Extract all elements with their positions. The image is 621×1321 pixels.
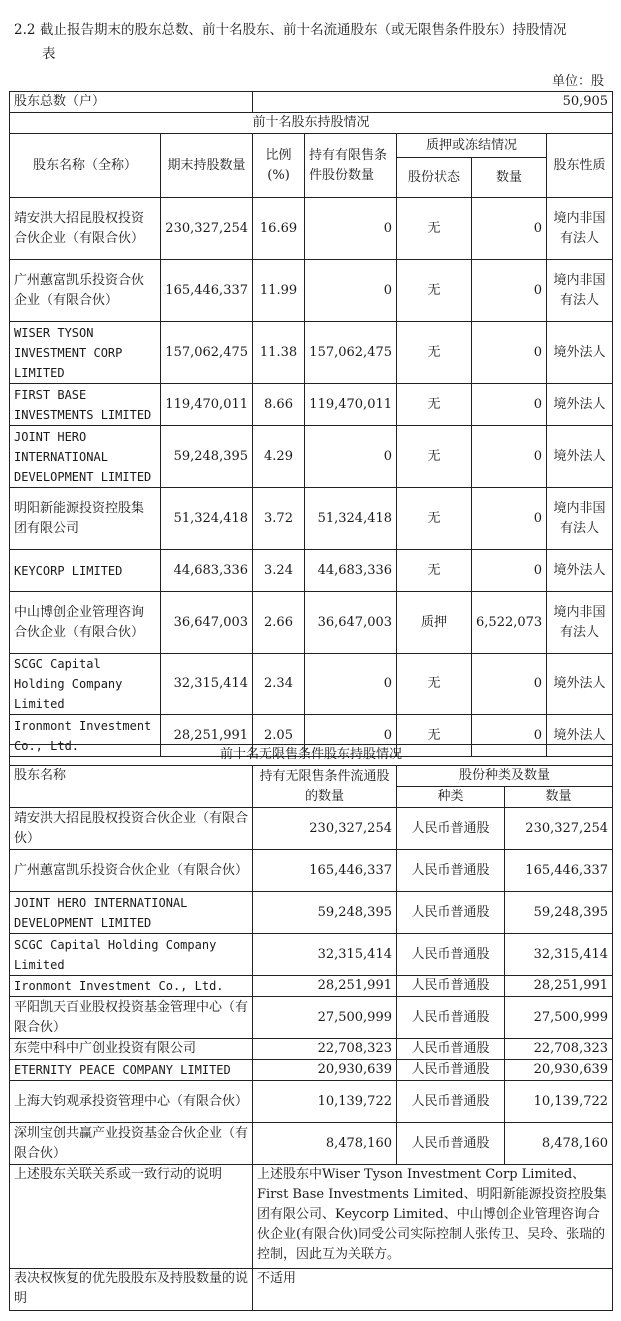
top10-row	[10, 488, 613, 550]
top10-body	[10, 198, 613, 757]
u-header-quantity: 数量	[505, 787, 613, 808]
unrestricted-cell-quantity: 10,139,722	[505, 1081, 613, 1123]
top10-cell-nature: 境外法人	[547, 550, 613, 592]
top10-cell-restricted: 157,062,475	[305, 322, 397, 384]
unrestricted-row	[10, 850, 613, 892]
unrestricted-cell-kind: 人民币普通股	[397, 1060, 505, 1081]
top10-cell-ratio: 4.29	[253, 426, 305, 488]
unrestricted-cell-quantity: 230,327,254	[505, 808, 613, 850]
top10-cell-restricted: 0	[305, 426, 397, 488]
top10-cell-count: 0	[472, 384, 547, 426]
top10-cell-ratio: 16.69	[253, 198, 305, 260]
header-ratio: 比例(%)	[253, 134, 305, 198]
u-header-name: 股东名称	[10, 766, 253, 808]
unrestricted-cell-held: 59,248,395	[253, 892, 397, 934]
top10-cell-status: 无	[397, 654, 472, 715]
top10-cell-count: 0	[472, 715, 547, 757]
top10-row	[10, 550, 613, 592]
top10-cell-name: 明阳新能源投资控股集团有限公司	[10, 488, 161, 550]
header-name: 股东名称（全称）	[10, 134, 161, 198]
top10-cell-nature: 境外法人	[547, 426, 613, 488]
total-value: 50,905	[253, 92, 613, 113]
unrestricted-cell-name: 靖安洪大招昆股权投资合伙企业（有限合伙）	[10, 808, 253, 850]
top10-cell-status: 无	[397, 384, 472, 426]
unit-label: 单位：股	[551, 74, 604, 89]
unrestricted-cell-held: 28,251,991	[253, 976, 397, 997]
unrestricted-cell-name: JOINT HERO INTERNATIONAL DEVELOPMENT LIMITED	[10, 892, 253, 934]
top10-cell-ratio: 2.05	[253, 715, 305, 757]
top10-cell-status: 无	[397, 426, 472, 488]
unrestricted-cell-held: 27,500,999	[253, 997, 397, 1039]
top10-cell-ratio: 3.72	[253, 488, 305, 550]
unrestricted-cell-quantity: 32,315,414	[505, 934, 613, 976]
voting-note-label: 表决权恢复的优先股股东及持股数量的说明	[10, 1269, 253, 1311]
unrestricted-cell-kind: 人民币普通股	[397, 1081, 505, 1123]
unrestricted-cell-quantity: 165,446,337	[505, 850, 613, 892]
top10-cell-count: 0	[472, 550, 547, 592]
unrestricted-cell-held: 10,139,722	[253, 1081, 397, 1123]
top10-cell-shares: 51,324,418	[161, 488, 253, 550]
unrestricted-cell-quantity: 28,251,991	[505, 976, 613, 997]
top10-row	[10, 384, 613, 426]
unrestricted-row	[10, 892, 613, 934]
unrestricted-cell-name: 上海大钧观承投资管理中心（有限合伙）	[10, 1081, 253, 1123]
section-number: 2.2	[14, 22, 36, 38]
header-nature: 股东性质	[547, 134, 613, 198]
unrestricted-cell-kind: 人民币普通股	[397, 934, 505, 976]
top10-cell-name: 广州蕙富凯乐投资合伙企业（有限合伙）	[10, 260, 161, 322]
top10-cell-status: 无	[397, 260, 472, 322]
top10-cell-count: 0	[472, 426, 547, 488]
top10-cell-shares: 28,251,991	[161, 715, 253, 757]
top10-cell-name: FIRST BASE INVESTMENTS LIMITED	[10, 384, 161, 426]
top10-cell-name: Ironmont Investment Co., Ltd.	[10, 715, 161, 757]
top10-cell-shares: 32,315,414	[161, 654, 253, 715]
top10-cell-shares: 230,327,254	[161, 198, 253, 260]
header-shares: 期末持股数量	[161, 134, 253, 198]
top10-row	[10, 426, 613, 488]
unrestricted-row	[10, 976, 613, 997]
top10-row	[10, 260, 613, 322]
unrestricted-cell-quantity: 27,500,999	[505, 997, 613, 1039]
related-note-label: 上述股东关联关系或一致行动的说明	[10, 1165, 253, 1269]
top10-cell-nature: 境外法人	[547, 715, 613, 757]
unrestricted-section-title: 前十名无限售条件股东持股情况	[10, 745, 613, 766]
top10-cell-restricted: 0	[305, 715, 397, 757]
top10-cell-nature: 境内非国有法人	[547, 198, 613, 260]
top10-cell-count: 0	[472, 260, 547, 322]
top10-row	[10, 198, 613, 260]
unrestricted-row	[10, 808, 613, 850]
top10-cell-shares: 157,062,475	[161, 322, 253, 384]
top10-row	[10, 322, 613, 384]
top10-cell-nature: 境内非国有法人	[547, 488, 613, 550]
top10-cell-ratio: 11.99	[253, 260, 305, 322]
top10-cell-restricted: 36,647,003	[305, 592, 397, 654]
unrestricted-header-row	[10, 766, 613, 787]
unrestricted-cell-held: 20,930,639	[253, 1060, 397, 1081]
top10-row	[10, 654, 613, 715]
top10-cell-restricted: 0	[305, 198, 397, 260]
section-title-line2: 表	[42, 46, 56, 62]
unrestricted-cell-held: 165,446,337	[253, 850, 397, 892]
section-title-line1: 截止报告期末的股东总数、前十名股东、前十名流通股东（或无限售条件股东）持股情况	[40, 22, 567, 38]
unrestricted-row	[10, 1060, 613, 1081]
total-label: 股东总数（户）	[10, 92, 253, 113]
top10-cell-restricted: 0	[305, 654, 397, 715]
top10-cell-count: 0	[472, 322, 547, 384]
top10-cell-name: WISER TYSON INVESTMENT CORP LIMITED	[10, 322, 161, 384]
top10-cell-restricted: 44,683,336	[305, 550, 397, 592]
unrestricted-cell-quantity: 22,708,323	[505, 1039, 613, 1060]
header-restricted: 持有有限售条件股份数量	[305, 134, 397, 198]
unrestricted-cell-quantity: 8,478,160	[505, 1123, 613, 1165]
unrestricted-row	[10, 997, 613, 1039]
top10-cell-status: 无	[397, 322, 472, 384]
top10-cell-name: JOINT HERO INTERNATIONAL DEVELOPMENT LIMITED	[10, 426, 161, 488]
unrestricted-cell-name: 深圳宝创共赢产业投资基金合伙企业（有限合伙）	[10, 1123, 253, 1165]
u-header-kind-group: 股份种类及数量	[397, 766, 613, 787]
unrestricted-cell-name: SCGC Capital Holding Company Limited	[10, 934, 253, 976]
unrestricted-row	[10, 1123, 613, 1165]
top10-cell-nature: 境外法人	[547, 384, 613, 426]
unrestricted-body	[10, 808, 613, 1165]
u-header-held: 持有无限售条件流通股的数量	[253, 766, 397, 808]
unrestricted-cell-kind: 人民币普通股	[397, 1039, 505, 1060]
unrestricted-shareholders-table	[9, 744, 613, 1311]
top10-cell-shares: 36,647,003	[161, 592, 253, 654]
unrestricted-cell-name: 广州蕙富凯乐投资合伙企业（有限合伙）	[10, 850, 253, 892]
top10-cell-nature: 境内非国有法人	[547, 592, 613, 654]
top10-cell-shares: 119,470,011	[161, 384, 253, 426]
top10-cell-name: KEYCORP LIMITED	[10, 550, 161, 592]
top10-cell-name: 中山博创企业管理咨询合伙企业（有限合伙）	[10, 592, 161, 654]
unrestricted-cell-held: 8,478,160	[253, 1123, 397, 1165]
unrestricted-row	[10, 1081, 613, 1123]
section-title-row	[10, 113, 613, 134]
top10-cell-restricted: 51,324,418	[305, 488, 397, 550]
unrestricted-title-row	[10, 745, 613, 766]
unrestricted-cell-name: 平阳凯天百业股权投资基金管理中心（有限合伙）	[10, 997, 253, 1039]
unrestricted-cell-name: 东莞中科中广创业投资有限公司	[10, 1039, 253, 1060]
unrestricted-cell-held: 22,708,323	[253, 1039, 397, 1060]
total-row	[10, 92, 613, 113]
unrestricted-cell-held: 32,315,414	[253, 934, 397, 976]
top10-cell-ratio: 2.66	[253, 592, 305, 654]
unrestricted-cell-quantity: 59,248,395	[505, 892, 613, 934]
unrestricted-cell-name: Ironmont Investment Co., Ltd.	[10, 976, 253, 997]
top10-cell-nature: 境外法人	[547, 654, 613, 715]
top10-cell-restricted: 119,470,011	[305, 384, 397, 426]
top10-cell-status: 无	[397, 715, 472, 757]
related-note-text: 上述股东中Wiser Tyson Investment Corp Limited、First Base Investments Limited、明阳新能源投资控股集团有限公司、Keycorp Limited、中山博创企业管理咨询合伙企业(有限合伙)同受公司实际控制人张传卫、吴玲、张瑞的控制，因此互为关联方。	[253, 1165, 613, 1269]
header-pledge-status: 股份状态	[397, 158, 472, 198]
top10-cell-ratio: 3.24	[253, 550, 305, 592]
header-pledge-count: 数量	[472, 158, 547, 198]
top10-cell-ratio: 11.38	[253, 322, 305, 384]
top10-cell-restricted: 0	[305, 260, 397, 322]
unrestricted-cell-kind: 人民币普通股	[397, 850, 505, 892]
unrestricted-cell-kind: 人民币普通股	[397, 976, 505, 997]
top10-cell-ratio: 2.34	[253, 654, 305, 715]
unrestricted-cell-name: ETERNITY PEACE COMPANY LIMITED	[10, 1060, 253, 1081]
top10-cell-count: 0	[472, 488, 547, 550]
top10-cell-shares: 59,248,395	[161, 426, 253, 488]
top10-cell-shares: 44,683,336	[161, 550, 253, 592]
top10-cell-nature: 境内非国有法人	[547, 260, 613, 322]
unrestricted-cell-held: 230,327,254	[253, 808, 397, 850]
top10-shareholders-table	[9, 91, 613, 757]
header-pledge: 质押或冻结情况	[397, 134, 547, 158]
unrestricted-cell-kind: 人民币普通股	[397, 808, 505, 850]
top10-cell-count: 0	[472, 198, 547, 260]
top10-cell-status: 质押	[397, 592, 472, 654]
top10-cell-name: 靖安洪大招昆股权投资合伙企业（有限合伙）	[10, 198, 161, 260]
unrestricted-row	[10, 934, 613, 976]
top10-cell-count: 0	[472, 654, 547, 715]
top10-cell-name: SCGC Capital Holding Company Limited	[10, 654, 161, 715]
top10-row	[10, 592, 613, 654]
unrestricted-cell-kind: 人民币普通股	[397, 997, 505, 1039]
section-heading	[14, 18, 604, 66]
top10-cell-shares: 165,446,337	[161, 260, 253, 322]
top10-cell-status: 无	[397, 488, 472, 550]
top10-section-title: 前十名股东持股情况	[10, 113, 613, 134]
unrestricted-row	[10, 1039, 613, 1060]
unrestricted-cell-kind: 人民币普通股	[397, 1123, 505, 1165]
top10-cell-nature: 境外法人	[547, 322, 613, 384]
top10-cell-status: 无	[397, 198, 472, 260]
unrestricted-cell-quantity: 20,930,639	[505, 1060, 613, 1081]
top10-cell-ratio: 8.66	[253, 384, 305, 426]
u-header-kind: 种类	[397, 787, 505, 808]
voting-note-row	[10, 1269, 613, 1311]
related-note-row	[10, 1165, 613, 1269]
top10-cell-status: 无	[397, 550, 472, 592]
header-row	[10, 134, 613, 158]
voting-note-text: 不适用	[253, 1269, 613, 1311]
unrestricted-cell-kind: 人民币普通股	[397, 892, 505, 934]
top10-cell-count: 6,522,073	[472, 592, 547, 654]
